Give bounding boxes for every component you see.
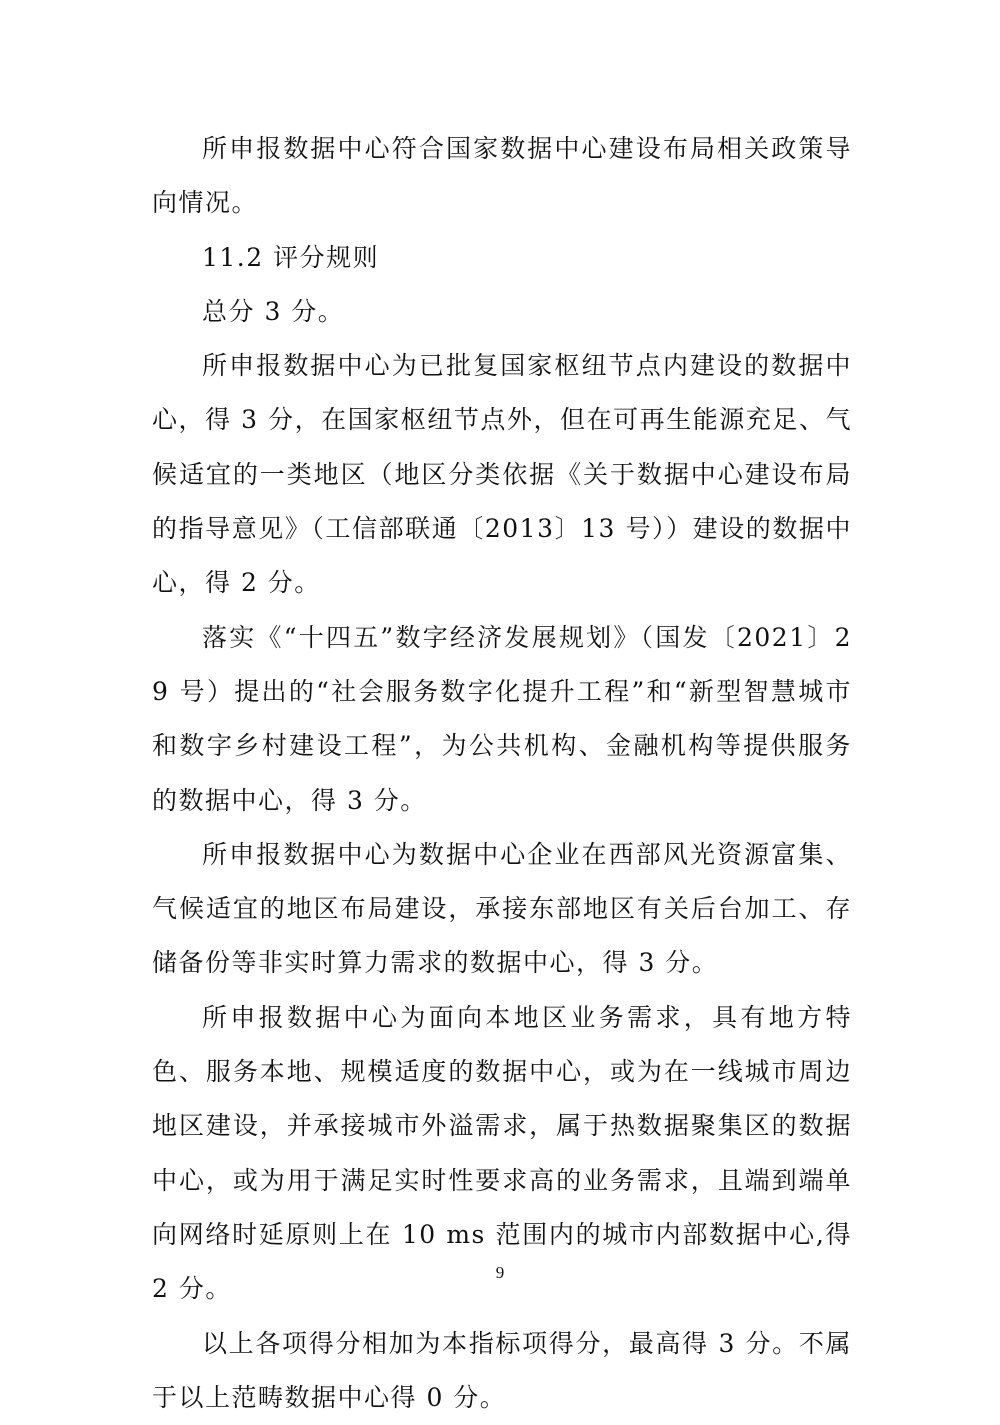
paragraph-hub-node-criteria: 所申报数据中心为已批复国家枢纽节点内建设的数据中心，得 3 分，在国家枢纽节点外，但在可再生能源充足、气候适宜的一类地区（地区分类依据《关于数据中心建设布局的指导意见》（工信部联通〔2013〕13 号））建设的数据中心，得 2 分。 xyxy=(152,351,852,598)
paragraph-digital-economy-plan: 落实《“十四五”数字经济发展规划》（国发〔2021〕29 号）提出的“社会服务数字化提升工程”和“新型智慧城市和数字乡村建设工程”，为公共机构、金融机构等提供服务的数据中心，得 3 分。 xyxy=(152,622,852,815)
section-heading-scoring-rules: 11.2 评分规则 xyxy=(202,242,380,272)
paragraph-local-data-center-criteria: 所申报数据中心为面向本地区业务需求，具有地方特色、服务本地、规模适度的数据中心，或为在一线城市周边地区建设，并承接城市外溢需求，属于热数据聚集区的数据中心，或为用于满足实时性要求高的业务需求，且端到端单向网络时延原则上在 10 ms 范围内的城市内部数据中心,得 2 分。 xyxy=(152,1002,852,1304)
paragraph-total-score: 总分 3 分。 xyxy=(202,296,345,326)
paragraph-western-region-criteria: 所申报数据中心为数据中心企业在西部风光资源富集、气候适宜的地区布局建设，承接东部地区有关后台加工、存储备份等非实时算力需求的数据中心，得 3 分。 xyxy=(152,839,852,978)
page-number: 9 xyxy=(495,1263,505,1282)
paragraph-score-summary: 以上各项得分相加为本指标项得分，最高得 3 分。不属于以上范畴数据中心得 0 分。 xyxy=(152,1328,852,1412)
document-body xyxy=(152,122,852,1412)
paragraph-policy-alignment: 所申报数据中心符合国家数据中心建设布局相关政策导向情况。 xyxy=(152,134,852,218)
